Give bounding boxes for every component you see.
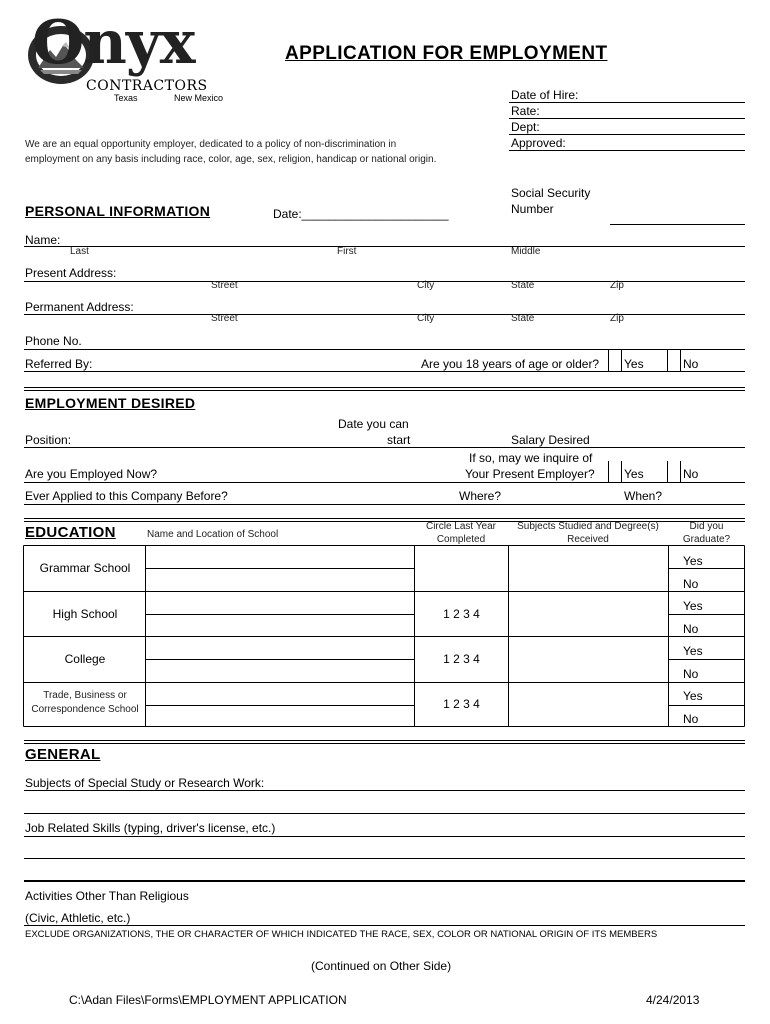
logo-new-mexico: New Mexico [174,93,224,103]
date-field[interactable]: Date:______________________ [273,207,449,221]
permanent-zip-caption: Zip [610,313,624,324]
logo-wordmark: Onyx [32,8,195,78]
job-skills-line-2[interactable] [24,858,745,859]
date-can-start-line-2: start [387,433,411,447]
trade-school-subjects-field[interactable] [509,683,668,727]
date-of-hire-line[interactable] [509,102,745,103]
date-can-start-line-1: Date you can [338,417,409,431]
present-state-caption: State [511,280,535,291]
exclude-notice: EXCLUDE ORGANIZATIONS, THE OR CHARACTER OF WHICH INDICATED THE RACE, SEX, COLOR OR NATIONAL ORIGIN OF ITS MEMBERS [25,929,658,940]
phone-line[interactable] [24,349,745,350]
permanent-street-caption: Street [211,313,238,324]
inquire-yes-checkbox[interactable] [609,462,621,482]
graduate-column-header-1: Did you [689,521,724,532]
present-address-line[interactable] [24,281,745,282]
employment-desired-heading: EMPLOYMENT DESIRED [25,395,196,411]
edu-high-school-label: High School [52,607,118,621]
salary-desired-label: Salary Desired [511,433,590,447]
high-school-years[interactable]: 1 2 3 4 [443,607,480,621]
present-city-caption: City [417,280,435,291]
subjects-column-header-1: Subjects Studied and Degree(s) [517,521,659,532]
activities-label: Activities Other Than Religious [25,889,189,903]
date-of-hire-label: Date of Hire: [511,88,579,102]
edu-trade-school-label-2: Correspondence School [31,704,139,715]
education-heading: EDUCATION [25,524,116,541]
personal-information-heading: PERSONAL INFORMATION [25,203,211,219]
trade-school-name-field[interactable] [147,683,414,727]
age-question: Are you 18 years of age or older? [421,357,600,371]
age-no-label: No [683,357,699,371]
employed-now-line[interactable] [24,482,745,483]
ssn-label-line-1: Social Security [511,186,591,200]
year-column-header-1: Circle Last Year [425,521,497,532]
name-line[interactable] [24,246,745,247]
logo-texas: Texas [114,93,138,103]
applied-before-line[interactable] [24,504,745,505]
high-school-subjects-field[interactable] [509,592,668,636]
grammar-school-no[interactable]: No [683,577,699,591]
rate-label: Rate: [511,104,540,118]
general-divider [24,880,745,882]
graduate-column-header-2: Graduate? [682,534,731,545]
inquire-line-2: Your Present Employer? [465,467,595,481]
page-title: APPLICATION FOR EMPLOYMENT [285,43,608,64]
section-divider-1 [24,387,745,391]
middle-caption: Middle [511,246,541,257]
present-street-caption: Street [211,280,238,291]
ssn-line[interactable] [610,224,745,225]
referred-line[interactable] [24,371,745,372]
trade-school-years[interactable]: 1 2 3 4 [443,697,480,711]
permanent-city-caption: City [417,313,435,324]
permanent-address-line[interactable] [24,314,745,315]
phone-label: Phone No. [25,334,82,348]
trade-school-yes[interactable]: Yes [683,689,703,703]
job-skills-label: Job Related Skills (typing, driver's license, etc.) [25,821,276,835]
inquire-no-checkbox[interactable] [668,462,680,482]
college-no[interactable]: No [683,667,699,681]
applied-before-label: Ever Applied to this Company Before? [25,489,228,503]
grammar-school-yes[interactable]: Yes [683,554,703,568]
inquire-no-label: No [683,467,699,481]
position-label: Position: [25,433,72,447]
dept-line[interactable] [509,134,745,135]
first-caption: First [337,246,357,257]
continued-note: (Continued on Other Side) [311,959,452,973]
special-study-line-1[interactable] [24,790,745,791]
edu-trade-school-label-1: Trade, Business or [43,690,127,701]
high-school-name-field[interactable] [147,592,414,636]
section-divider-3 [24,740,745,744]
eeo-statement-line-1: We are an equal opportunity employer, dedicated to a policy of non-discrimination in [25,139,397,150]
college-name-field[interactable] [147,637,414,682]
age-no-box-right [680,349,681,371]
special-study-line-2[interactable] [24,813,745,814]
year-column-header-2: Completed [436,534,486,545]
age-yes-label: Yes [624,357,644,371]
footer-date: 4/24/2013 [646,993,700,1007]
subjects-column-header-2: Received [567,534,609,545]
file-path: C:\Adan Files\Forms\EMPLOYMENT APPLICATION [69,993,347,1007]
permanent-state-caption: State [511,313,535,324]
present-zip-caption: Zip [610,280,624,291]
approved-line[interactable] [509,150,745,151]
college-yes[interactable]: Yes [683,644,703,658]
special-study-label: Subjects of Special Study or Research Work: [25,776,265,790]
name-label: Name: [25,233,61,247]
age-yes-checkbox[interactable] [609,350,621,370]
last-caption: Last [70,246,89,257]
rate-line[interactable] [509,118,745,119]
when-label: When? [624,489,663,503]
present-address-label: Present Address: [25,266,117,280]
employed-now-label: Are you Employed Now? [25,467,158,481]
permanent-address-label: Permanent Address: [25,300,134,314]
trade-school-no[interactable]: No [683,712,699,726]
inquire-line-1: If so, may we inquire of [469,451,593,465]
civic-label: (Civic, Athletic, etc.) [25,911,131,925]
grammar-school-subjects-field[interactable] [509,546,668,591]
logo-contractors: CONTRACTORS [86,78,208,94]
age-yes-box-right [621,349,622,371]
inquire-yes-box-right [621,461,622,483]
high-school-yes[interactable]: Yes [683,599,703,613]
referred-by-label: Referred By: [25,357,93,371]
ssn-label-line-2: Number [511,202,554,216]
high-school-no[interactable]: No [683,622,699,636]
school-column-header: Name and Location of School [147,529,279,540]
inquire-no-box-right [680,461,681,483]
college-subjects-field[interactable] [509,637,668,682]
grammar-school-name-field[interactable] [147,546,414,591]
edu-grammar-school-label: Grammar School [39,561,131,575]
onyx-logo [24,8,239,106]
approved-label: Approved: [511,136,566,150]
inquire-yes-label: Yes [624,467,644,481]
age-no-checkbox[interactable] [668,350,680,370]
where-label: Where? [459,489,502,503]
job-skills-line-1[interactable] [24,836,745,837]
eeo-statement-line-2: employment on any basis including race, color, age, sex, religion, handicap or national origin. [25,154,437,165]
college-years[interactable]: 1 2 3 4 [443,652,480,666]
activities-line[interactable] [24,925,745,926]
edu-college-label: College [64,652,106,666]
dept-label: Dept: [511,120,540,134]
position-line[interactable] [24,447,745,448]
general-heading: GENERAL [25,746,101,763]
